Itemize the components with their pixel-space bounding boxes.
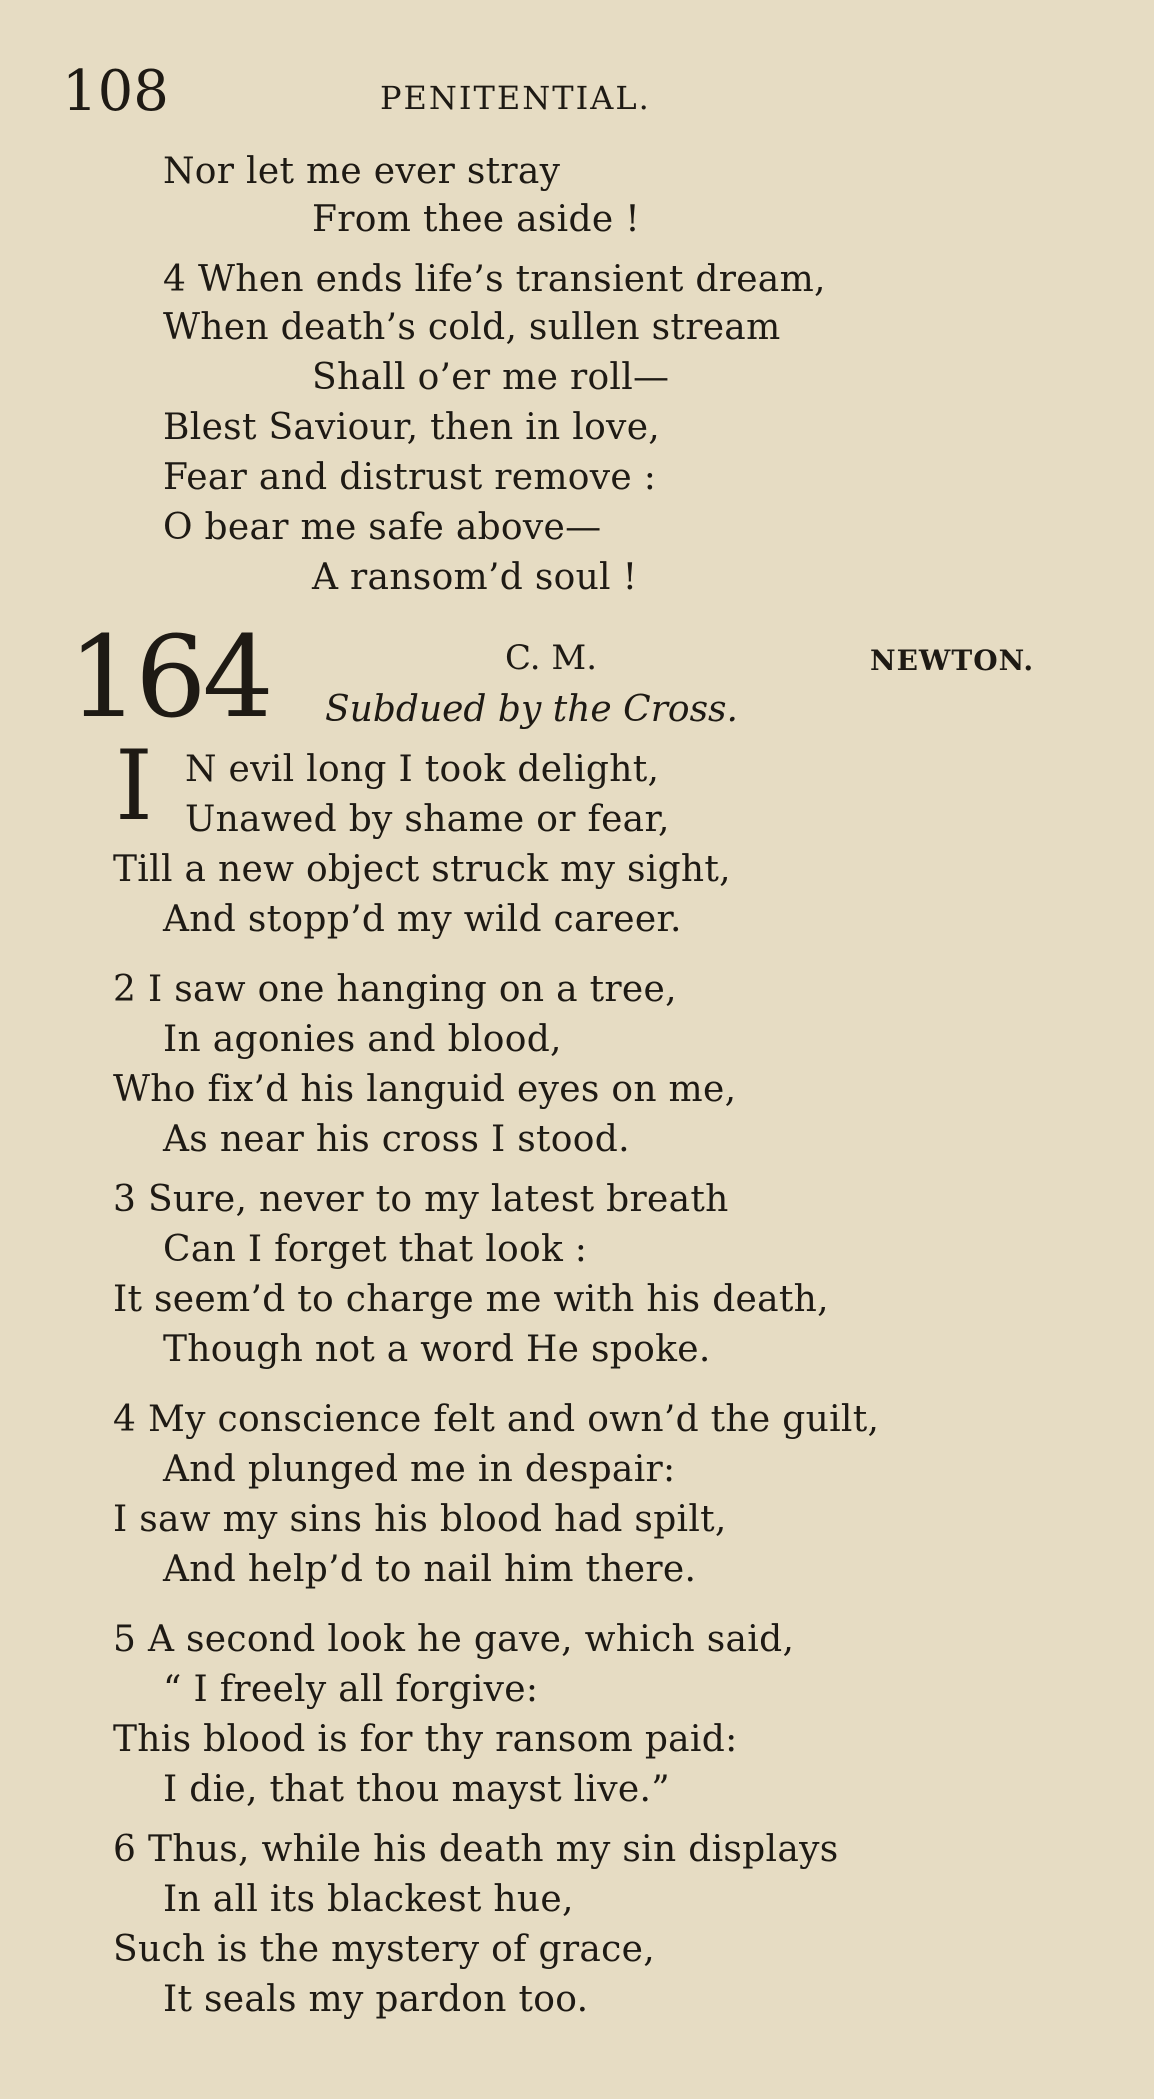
hymn-tune: NEWTON.: [870, 644, 1035, 677]
verse-line: 4 When ends life’s transient dream,: [163, 259, 826, 300]
verse-line: I die, that thou mayst live.”: [163, 1769, 670, 1810]
verse-line: And plunged me in despair:: [163, 1449, 676, 1490]
drop-cap: I: [115, 730, 153, 842]
running-title: PENITENTIAL.: [380, 79, 651, 117]
verse-line: It seals my pardon too.: [163, 1979, 589, 2020]
verse-line: From thee aside !: [312, 199, 640, 240]
verse-line: 5 A second look he gave, which said,: [113, 1619, 795, 1660]
verse-line: Till a new object struck my sight,: [113, 849, 731, 890]
verse-line: 4 My conscience felt and own’d the guilt,: [113, 1399, 880, 1440]
verse-line: Blest Saviour, then in love,: [163, 407, 661, 448]
verse-line: Can I forget that look :: [163, 1229, 588, 1270]
verse-line: Fear and distrust remove :: [163, 457, 657, 498]
verse-line: In all its blackest hue,: [163, 1879, 574, 1920]
verse-line: In agonies and blood,: [163, 1019, 562, 1060]
verse-line: Though not a word He spoke.: [163, 1329, 711, 1370]
hymn-title: Subdued by the Cross.: [325, 689, 738, 730]
verse-line: It seem’d to charge me with his death,: [113, 1279, 829, 1320]
verse-line: And help’d to nail him there.: [163, 1549, 697, 1590]
verse-line: 3 Sure, never to my latest breath: [113, 1179, 729, 1220]
verse-line: O bear me safe above—: [163, 507, 602, 548]
verse-line: N evil long I took delight,: [185, 749, 660, 790]
verse-line: 2 I saw one hanging on a tree,: [113, 969, 677, 1010]
verse-line: And stopp’d my wild career.: [163, 899, 682, 940]
verse-line: Who fix’d his languid eyes on me,: [113, 1069, 737, 1110]
verse-line: As near his cross I stood.: [163, 1119, 630, 1160]
verse-line: This blood is for thy ransom paid:: [113, 1719, 738, 1760]
verse-line: Such is the mystery of grace,: [113, 1929, 655, 1970]
verse-line: A ransom’d soul !: [312, 557, 638, 598]
verse-line: Unawed by shame or fear,: [185, 799, 670, 840]
verse-line: When death’s cold, sullen stream: [163, 307, 781, 348]
hymn-meter: C. M.: [505, 638, 598, 678]
page-number: 108: [62, 59, 169, 124]
verse-line: Shall o’er me roll—: [312, 357, 670, 398]
verse-line: 6 Thus, while his death my sin displays: [113, 1829, 839, 1870]
hymn-number: 164: [68, 613, 270, 743]
verse-line: Nor let me ever stray: [163, 151, 561, 192]
verse-line: I saw my sins his blood had spilt,: [113, 1499, 727, 1540]
verse-line: “ I freely all forgive:: [163, 1669, 539, 1710]
